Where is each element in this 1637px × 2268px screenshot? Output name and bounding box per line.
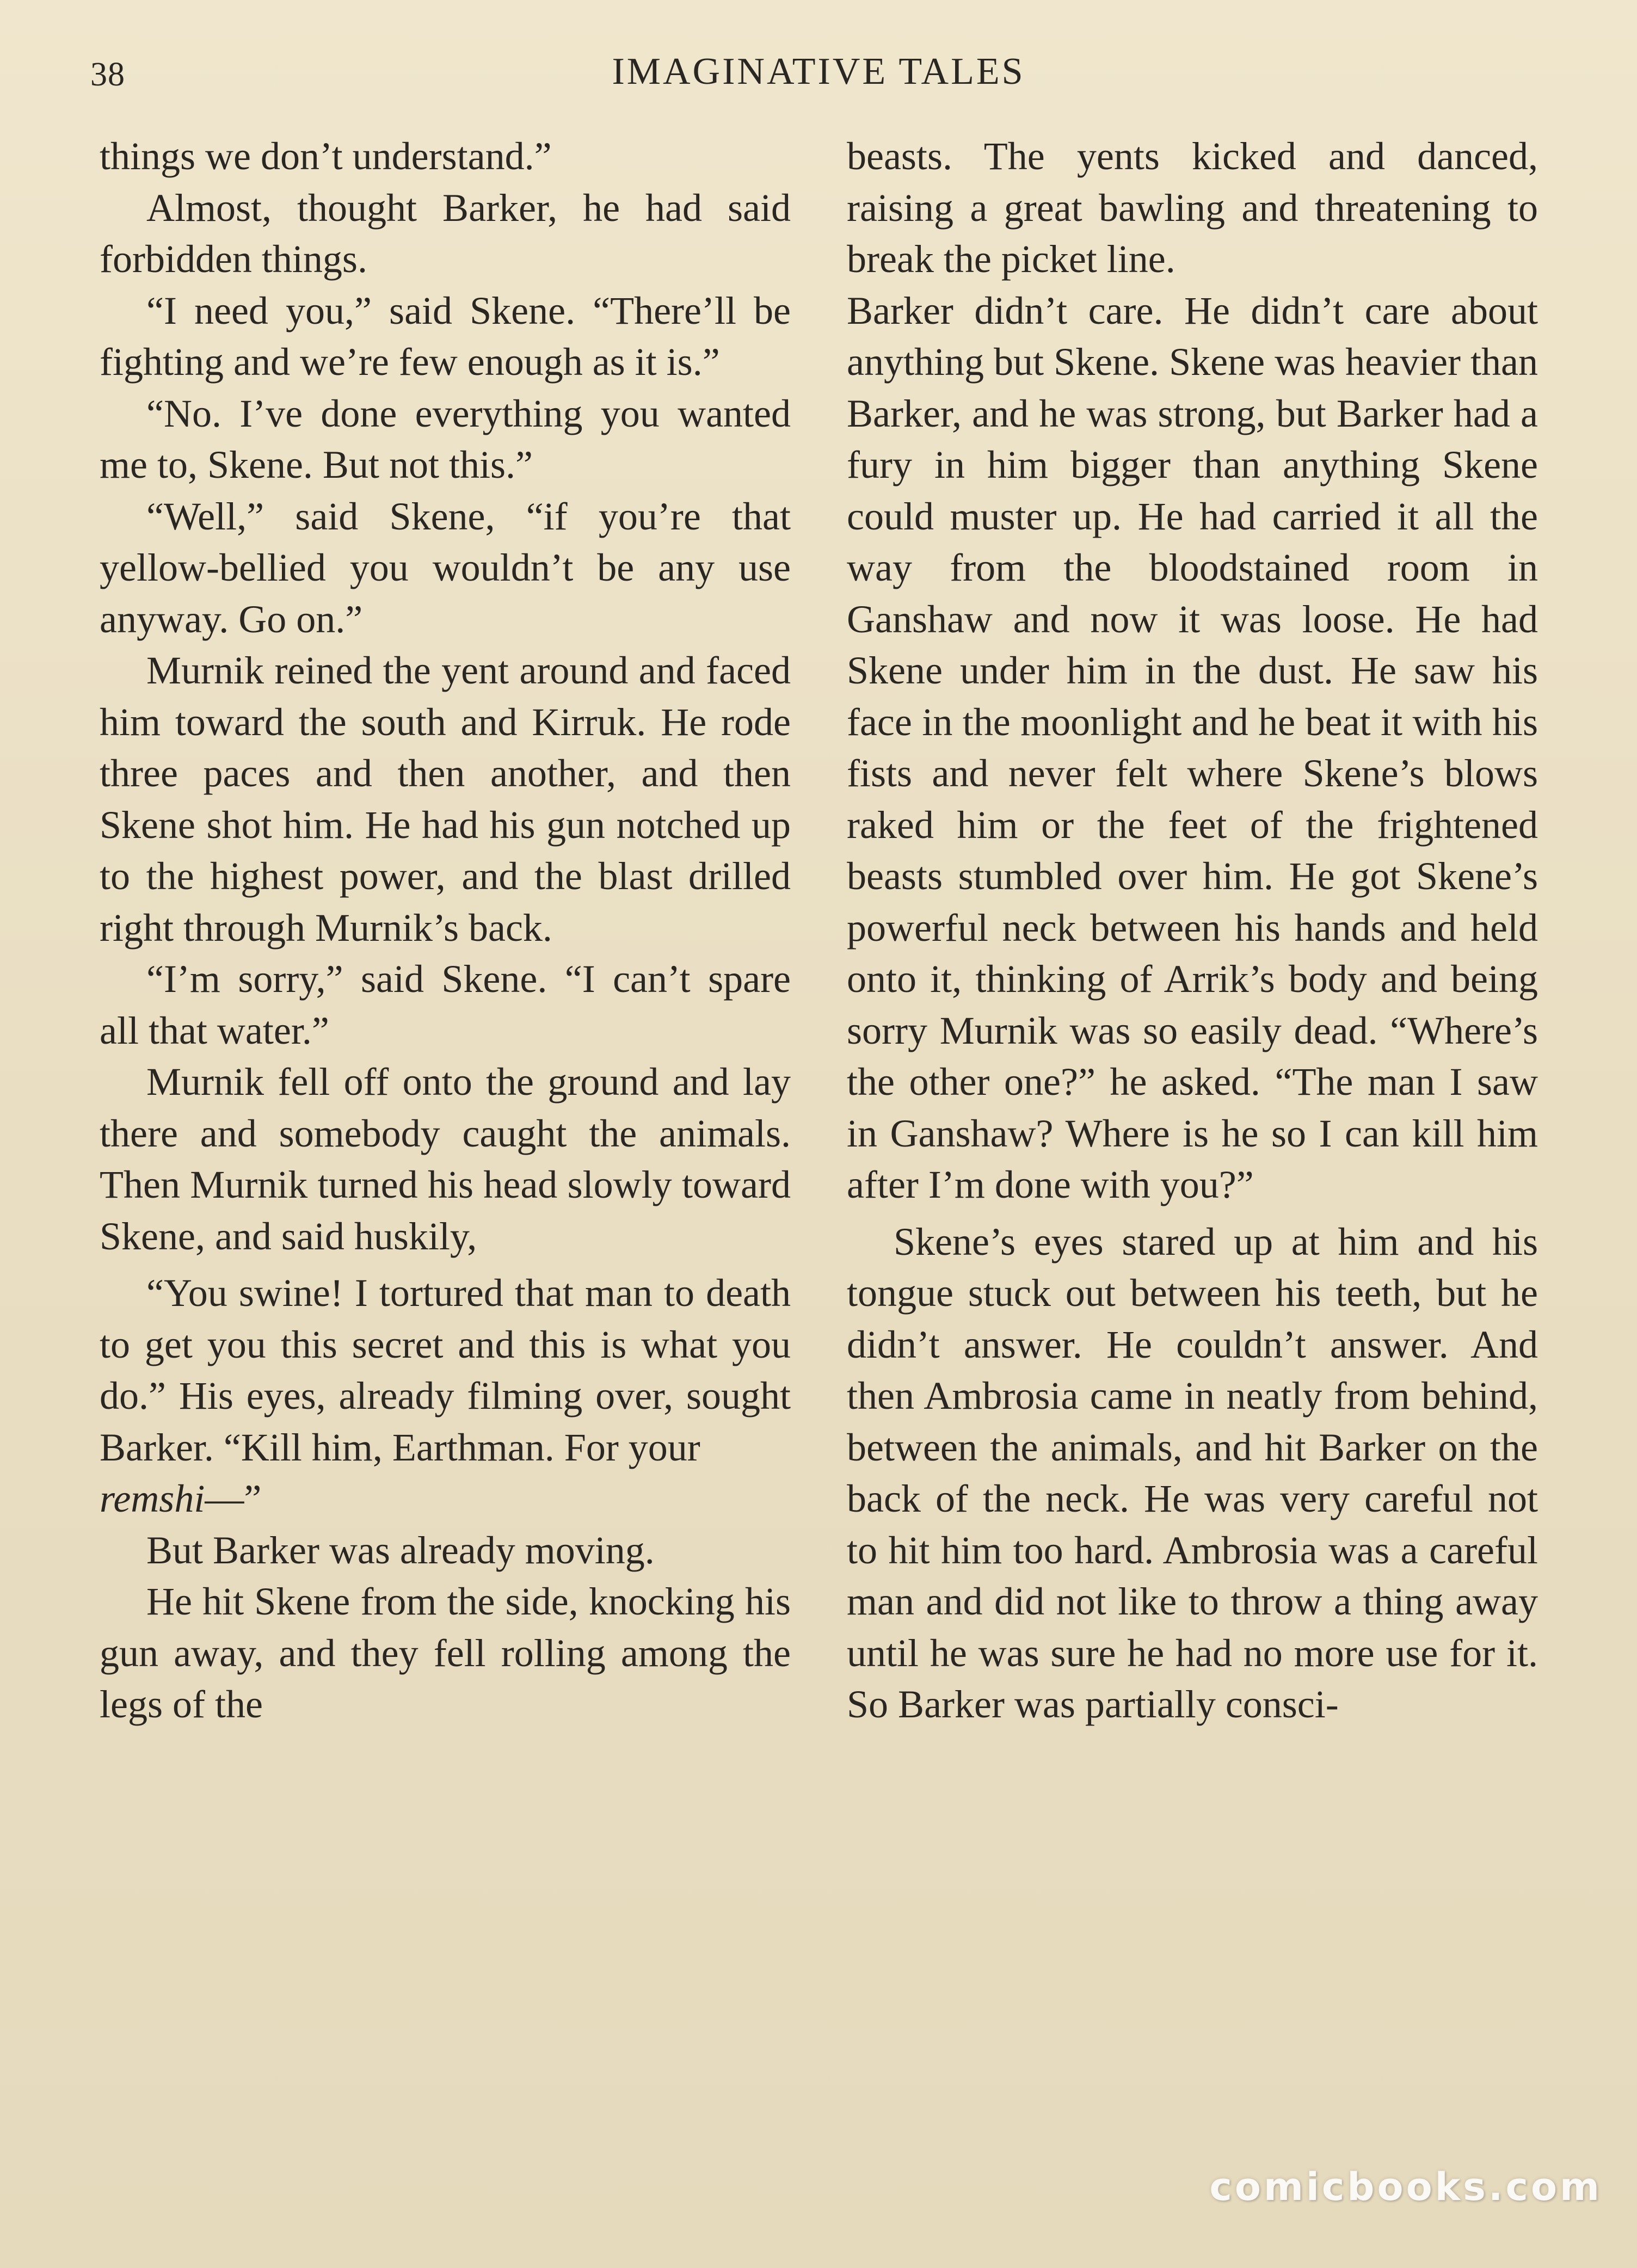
paragraph: Skene’s eyes stared up at him and his tongue stuck out between his teeth, but he didn’t answer. He couldn’t answer. And then Ambrosia came in neatly from behind, between the animals, and hit Barker on the back of the neck. He was very careful not to hit him too hard. Ambrosia was a careful man and did not like to throw a thing away until he was sure he had no more use for it. So Barker was partially consci- (847, 1219, 1538, 1726)
paragraph (100, 1267, 791, 1525)
paragraph-text: “You swine! I tortured that man to death to get you this secret and this is what you do.” His eyes, already filming over, sought Barker. “Kill him, Earthman. For your (100, 1271, 791, 1469)
paragraph: But Barker was already moving. (146, 1528, 655, 1572)
page-number: 38 (90, 56, 125, 93)
paragraph: “I need you,” said Skene. “There’ll be fighting and we’re few enough as it is.” (100, 288, 791, 384)
italic-word: remshi (100, 1477, 205, 1520)
watermark-logo: comicbooks.com (1209, 2165, 1602, 2209)
paragraph: things we don’t understand.” (100, 134, 552, 178)
right-column (847, 131, 1538, 1730)
paragraph: Barker didn’t care. He didn’t care about anything but Skene. Skene was heavier than Barker, and he was strong, but Barker had a fury in him bigger than anything Skene could muster up. He had carried it all the way from the bloodstained room in Ganshaw and now it was loose. He had Skene under him in the dust. He saw his face in the moonlight and he beat it with his fists and never felt where Skene’s blows raked him or the feet of the frightened beasts stumbled over him. He got Skene’s powerful neck between his hands and held onto it, thinking of Arrik’s body and being sorry Murnik was so easily dead. “Where’s the other one?” he asked. “The man I saw in Ganshaw? Where is he so I can kill him after I’m done with you?” (847, 288, 1538, 1206)
paragraph: beasts. The yents kicked and danced, raising a great bawling and threatening to break the picket line. (847, 134, 1538, 281)
paragraph: Almost, thought Barker, he had said forbidden things. (100, 186, 791, 281)
italic-tail: —” (205, 1477, 262, 1520)
running-head: IMAGINATIVE TALES (612, 51, 1025, 93)
paragraph: He hit Skene from the side, knocking his gun away, and they fell rolling among the legs of the (100, 1580, 791, 1726)
paragraph: “I’m sorry,” said Skene. “I can’t spare all that water.” (100, 957, 791, 1052)
paragraph: Murnik fell off onto the ground and lay there and somebody caught the animals. Then Murnik turned his head slowly toward Skene, and said huskily, (100, 1060, 791, 1258)
paragraph: “No. I’ve done everything you wanted me to, Skene. But not this.” (100, 391, 791, 486)
paragraph: “Well,” said Skene, “if you’re that yellow-bellied you wouldn’t be any use anyway. Go on.” (100, 494, 791, 641)
left-column (100, 131, 791, 1730)
paragraph: Murnik reined the yent around and faced him toward the south and Kirruk. He rode three paces and then another, and then Skene shot him. He had his gun notched up to the highest power, and the blast drilled right through Murnik’s back. (100, 649, 791, 950)
